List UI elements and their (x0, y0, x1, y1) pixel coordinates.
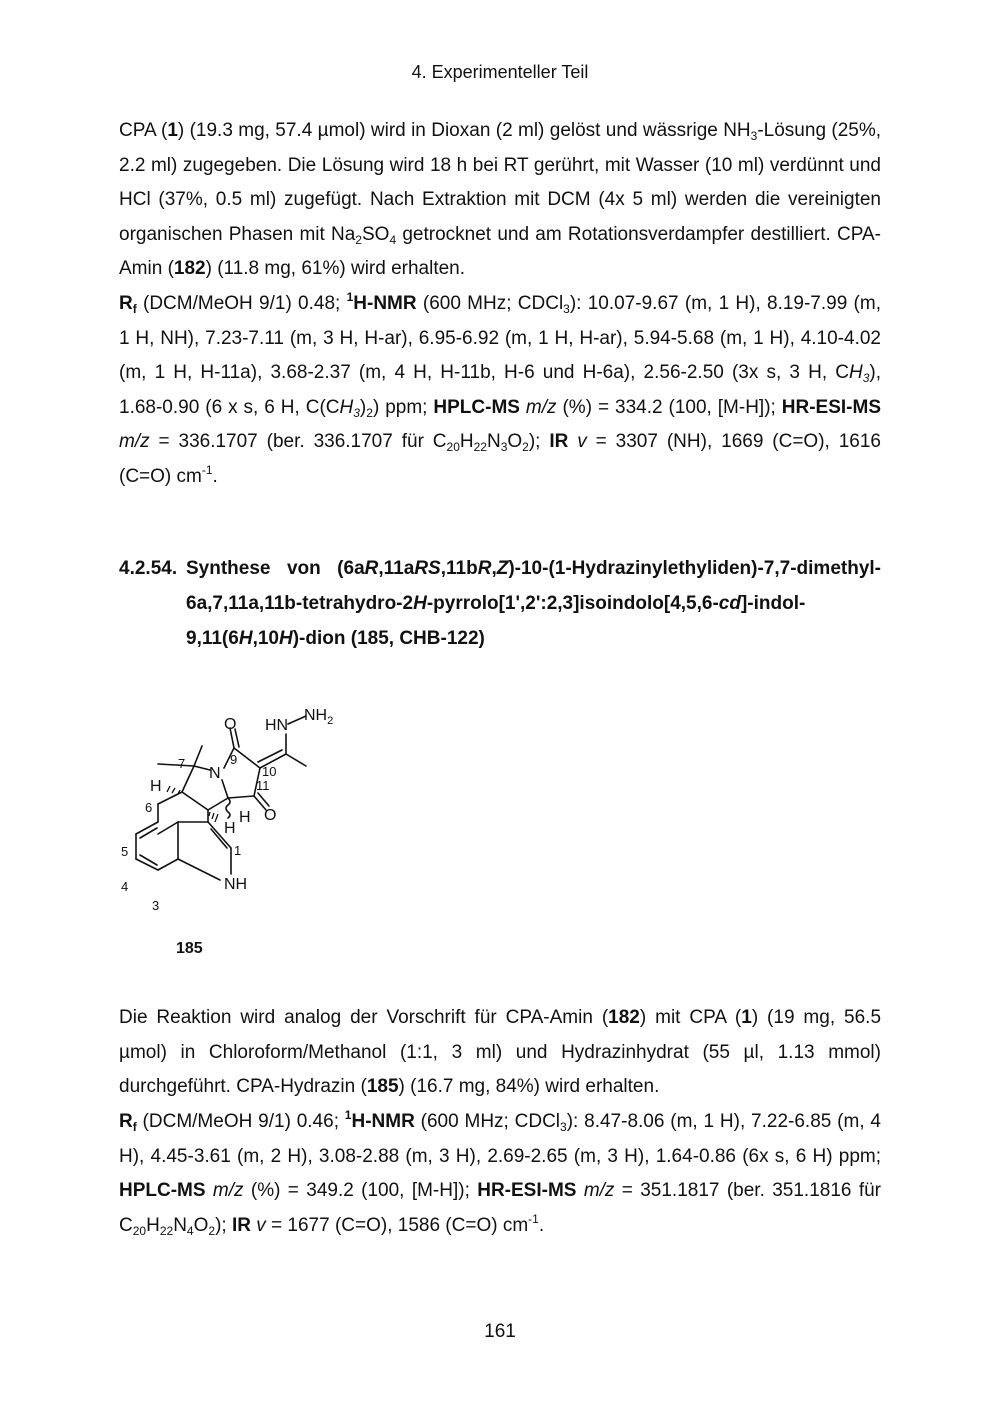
atom-oxygen-9: O (224, 716, 237, 733)
text-run: HR-ESI-MS (477, 1180, 577, 1202)
text-run: 2 (366, 405, 373, 420)
text-run: 185 (366, 1076, 399, 1098)
text-run: 20 (446, 440, 460, 455)
text-run: -1 (201, 462, 213, 477)
text-run: m/z (212, 1180, 244, 1202)
text-run: 3 (500, 440, 508, 455)
text-run: HPLC-MS (119, 1180, 206, 1202)
locant-1: 1 (234, 843, 242, 858)
atom-h-6a: H (150, 778, 162, 795)
stereo-hash-bonds (167, 786, 218, 822)
atom-nh2 (304, 707, 333, 727)
running-head: 4. Experimenteller Teil (411, 62, 589, 82)
text-run: R (119, 1111, 133, 1132)
text-run: 3 (750, 129, 758, 143)
locant-6: 6 (145, 800, 153, 815)
atom-oxygen-11: O (264, 807, 277, 824)
locant-11: 11 (256, 778, 270, 793)
text-run: R (477, 558, 492, 579)
text-run: m/z (119, 431, 150, 453)
text-run: H (413, 593, 427, 614)
text-run: HR-ESI-MS (781, 396, 881, 418)
locant-5: 5 (121, 844, 129, 859)
atom-nitrogen-8: N (209, 765, 221, 782)
text-run: H (238, 628, 253, 649)
analytics-paragraph-182: $R_f$ (DCM/MeOH 9/1) 0.48; $^1$H-NMR (600 MHz; CDCl$_3$): 10.07-9.67 (m, 1 H), 8.19-7.99 (m, 1 H, NH), 7.23-7.11 (m, 3 H, H-ar), 6.95-6.92 (m, 1 H, H-ar), 5.94-5.68 (m, 1 H), 4.10-4.02 (m, 1 H, H-11a), 3.68-2.37 (m, 4 H, H-11b, H-6 und H-6a), 2.56-2.50 (3x s, 3 H, $CH_3$), 1.68-0.90 (6 x s, 6 H, $C(CH_3)_2$) ppm; HPLC-MS m/z (%) = 334.2 (100, [M-H]); HR-ESI-MS m/z = 336.1707 (ber. 336.1707 für $C_{20}H_{22}N_3O_2$); IR v = 3307 (NH), 1669 (C=O), 1616 (C=O) $cm^{-1}$. (119, 290, 881, 487)
text-run: cd (718, 593, 741, 614)
locant-3: 3 (152, 898, 160, 913)
text-run: v (577, 431, 587, 453)
text-run: 4 (389, 232, 397, 247)
atom-h-11b: H (224, 820, 236, 837)
text-run: HPLC-MS (433, 396, 520, 418)
page-number: 161 (484, 1321, 516, 1342)
text-run: H (339, 396, 354, 418)
locant-10: 10 (262, 764, 277, 779)
text-run: m/z (525, 396, 557, 418)
chemical-structure-185 (110, 692, 350, 924)
text-run: 2 (355, 232, 362, 247)
section-title: Synthese von (6aR,11aRS,11bR,Z)-10-(1-Hydrazinylethyliden)-7,7-dimethyl-6a,7,11a,11b-tetrahydro-2H-pyrrolo[1',2':2,3]isoindolo[4,5,6-cd]-indol-9,11(6H,10H)-dion (185, CHB-122) (186, 558, 881, 649)
text-run: m/z (583, 1180, 615, 1202)
text-run: R (364, 558, 379, 579)
analytics-paragraph-185: $R_f$ (DCM/MeOH 9/1) 0.46; $^1$H-NMR (600 MHz; CDCl$_3$): 8.47-8.06 (m, 1 H), 7.22-6.85 (m, 4 H), 4.45-3.61 (m, 2 H), 3.08-2.88 (m, 3 H), 2.69-2.65 (m, 3 H), 1.64-0.86 (6x s, 6 H) ppm; HPLC-MS m/z (%) = 349.2 (100, [M-H]); HR-ESI-MS m/z = 351.1817 (ber. 351.1816 für $C_{20}H_{22}N_4O_2$); IR v = 1677 (C=O), 1586 (C=O) $cm^{-1}$. (119, 1108, 881, 1238)
text-run: H-NMR (353, 293, 417, 314)
text-run: H-NMR (351, 1111, 415, 1132)
atom-indole-nh: NH (224, 876, 248, 893)
text-run: 4 (186, 1223, 194, 1238)
text-run: 22 (473, 440, 487, 455)
text-run: 1 (167, 120, 178, 141)
text-run: 182 (608, 1007, 640, 1028)
text-run: 1 (344, 1108, 352, 1122)
text-run: Z (496, 558, 509, 579)
text-run: 182 (173, 258, 206, 280)
text-run: R (119, 293, 133, 314)
text-run: 2 (522, 440, 529, 455)
procedure-paragraph-182: CPA (1) (19.3 mg, 57.4 µmol) wird in Dioxan (2 ml) gelöst und wässrige $NH_3$-Lösung (25%, 2.2 ml) zugegeben. Die Lösung wird 18 h bei RT gerührt, mit Wasser (10 ml) verdünnt und HCl (37%, 0.5 ml) zugefügt. Nach Extraktion mit DCM (4x 5 ml) werden die vereinigten organischen Phasen mit $Na_2SO_4$ getrocknet und am Rotationsverdampfer destilliert. CPA-Amin (182) (11.8 mg, 61%) wird erhalten. (119, 120, 882, 280)
text-run: 3 (862, 371, 870, 386)
text-run: 2 (208, 1223, 216, 1238)
text-run: f (132, 1120, 137, 1134)
compound-number: 185 (176, 940, 203, 957)
text-run: v (256, 1214, 266, 1236)
section-number: 4.2.54. (119, 558, 178, 579)
atom-h-11a: H (239, 809, 251, 826)
text-run: 3 (353, 405, 360, 420)
locant-4: 4 (121, 879, 129, 894)
text-run: f (132, 302, 137, 316)
text-run: H (848, 362, 863, 384)
atom-nh2-label: NH (304, 707, 328, 724)
text-run: 20 (132, 1223, 147, 1238)
atom-nh2-subscript: 2 (327, 715, 334, 727)
text-run: 22 (159, 1223, 174, 1238)
atom-hydrazine-nh: HN (265, 717, 289, 734)
text-run: IR (231, 1214, 251, 1236)
text-run: 1 (346, 290, 354, 304)
text-run: 3 (560, 1120, 567, 1134)
text-run: IR (549, 431, 569, 453)
procedure-paragraph-185: Die Reaktion wird analog der Vorschrift für CPA-Amin (182) mit CPA (1) (19 mg, 56.5 µmol) in Chloroform/Methanol (1:1, 3 ml) und Hydrazinhydrat (55 µl, 1.13 mmol) durchgeführt. CPA-Hydrazin (185) (16.7 mg, 84%) wird erhalten. (119, 1007, 882, 1098)
locant-9: 9 (230, 752, 238, 767)
locant-7: 7 (178, 756, 186, 771)
text-run: H (278, 628, 293, 649)
text-run: 3 (563, 302, 570, 316)
text-run: 1 (741, 1007, 752, 1028)
section-heading (119, 551, 881, 656)
text-run: -1 (528, 1211, 539, 1226)
text-run: RS (414, 558, 441, 579)
structure-bonds (136, 716, 306, 880)
